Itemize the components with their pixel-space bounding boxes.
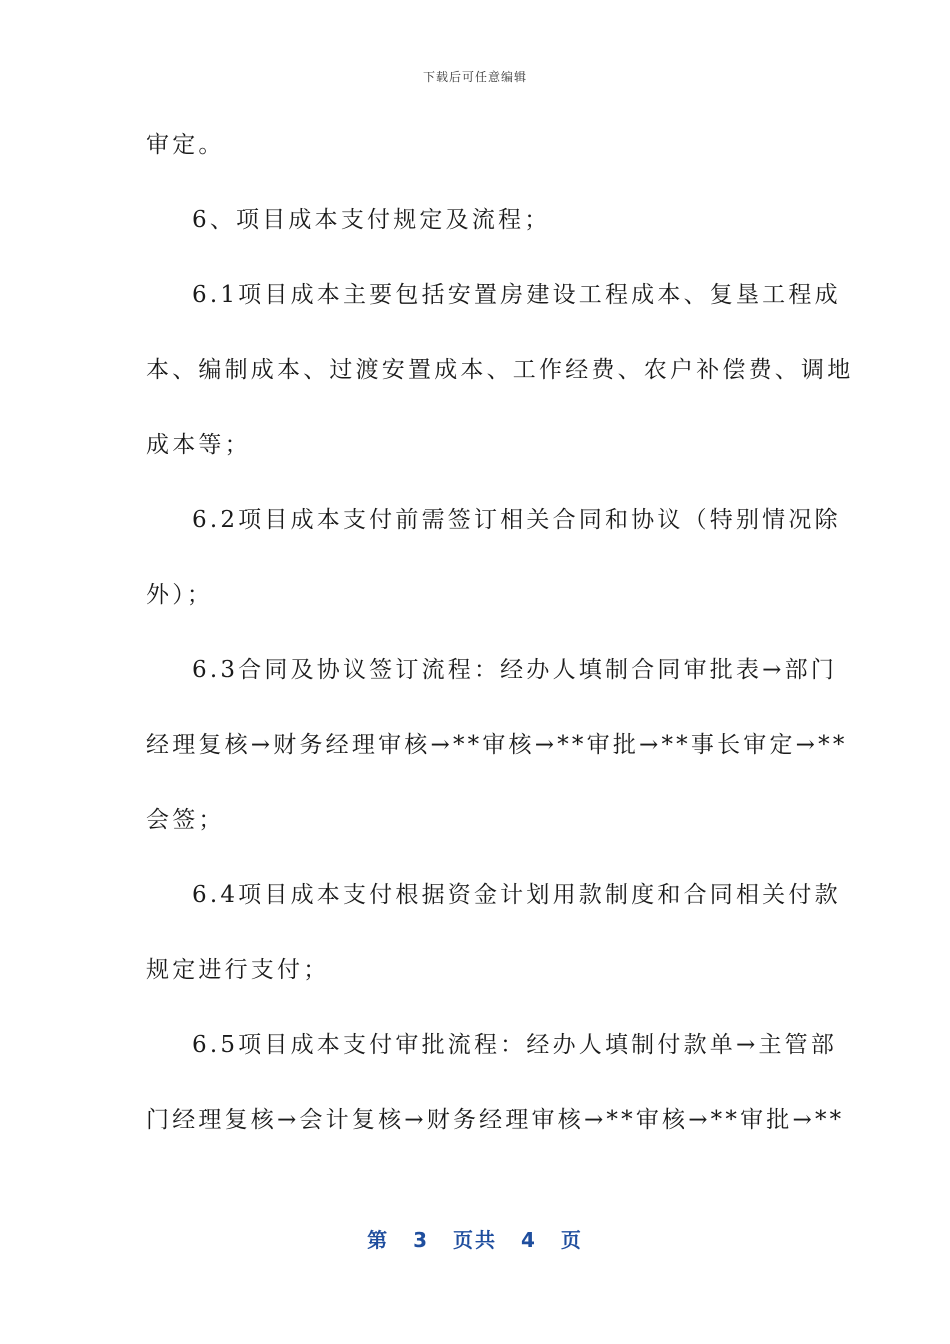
footer-suffix: 页 [560,1228,583,1252]
body-line: 本、编制成本、过渡安置成本、工作经费、农户补偿费、调地 [146,357,854,383]
document-body [146,118,854,1168]
body-line: 6.5项目成本支付审批流程：经办人填制付款单→主管部 [192,1032,838,1058]
page-footer [0,1224,950,1253]
total-pages-number: 4 [521,1228,537,1252]
header-note: 下载后可任意编辑 [422,70,527,84]
body-line: 6.1项目成本主要包括安置房建设工程成本、复垦工程成 [192,282,841,308]
body-line: 6.4项目成本支付根据资金计划用款制度和合同相关付款 [192,882,841,908]
body-line: 审定。 [146,132,225,158]
footer-prefix: 第 [367,1228,390,1252]
body-line: 外）； [146,582,214,608]
section-heading: 6、项目成本支付规定及流程； [192,207,551,233]
current-page-number: 3 [413,1228,429,1252]
body-line: 门经理复核→会计复核→财务经理审核→**审核→**审批→** [146,1107,845,1133]
body-line: 经理复核→财务经理审核→**审核→**审批→**事长审定→** [146,732,848,758]
body-line: 6.2项目成本支付前需签订相关合同和协议（特别情况除 [192,507,841,533]
body-line: 规定进行支付； [146,957,330,983]
body-line: 6.3合同及协议签订流程：经办人填制合同审批表→部门 [192,657,838,683]
body-line: 会签； [146,807,225,833]
footer-middle: 页共 [453,1228,497,1252]
body-line: 成本等； [146,432,251,458]
